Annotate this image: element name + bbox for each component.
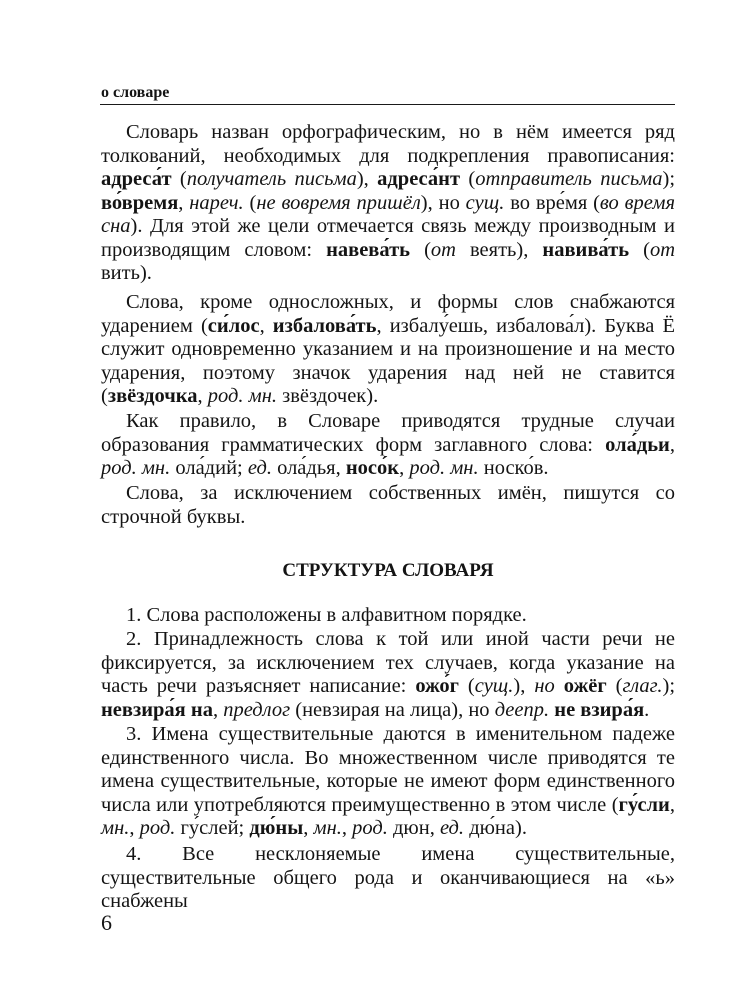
text-run: (невзирая на лица), но (290, 698, 495, 721)
bold-headword: носо́к (345, 457, 400, 479)
italic-label: от (430, 238, 456, 261)
bold-headword: невзира́я на (101, 698, 213, 721)
italic-label: деепр. (494, 698, 550, 721)
text-run: 3. Имена существительные даются в именительном падеже единственного числа. Во множественном числе приводятся те имена существительные, которые не имеют форм единственного числа или употребляются преимущественно в этом числе ( (101, 723, 675, 816)
italic-label: род. мн. (101, 457, 171, 479)
text-run: , (399, 457, 410, 479)
text-run: звёздочек). (277, 385, 379, 407)
italic-label: получатель письма (186, 168, 357, 190)
text-run: , (212, 698, 224, 721)
text-run: ( (460, 168, 476, 190)
text-run: ( (243, 191, 257, 214)
italic-label: род. мн. (409, 457, 479, 479)
text-run: Слова, кроме односложных, и формы слов снабжаются ударением ( (101, 291, 675, 337)
text-run: ола́дий; (170, 457, 248, 479)
bold-headword: во́время (101, 191, 179, 214)
section-title: СТРУКТУРА СЛОВАРЯ (282, 560, 494, 581)
italic-label: не вовремя пришёл (256, 191, 421, 214)
text-run: ( (171, 168, 187, 190)
list-item-2 (101, 628, 675, 722)
text-run: ), но (420, 191, 466, 214)
text-run: , избалу́ешь, избалова́л). Буква Ё служит одновременно указанием и на произношение и на место ударения, поэтому значок ударения над ней не ставится ( (101, 314, 675, 407)
bold-headword: адреса́нт (377, 168, 461, 190)
text-run: , (178, 191, 190, 214)
list-item-3 (101, 723, 675, 841)
bold-headword: не взира́я (554, 698, 645, 721)
text-run: Слова, за исключением собственных имён, пишутся со строчной буквы. (101, 482, 675, 528)
text-run: веять), (455, 238, 543, 261)
text-run: Словарь назван орфографическим, но в нём имеется ряд толкований, необходимых для подкрепления правописания: (101, 121, 675, 167)
text-run: гу́слей; (175, 817, 250, 839)
text-run: ( (410, 238, 431, 261)
bold-headword: дю́ны (249, 817, 304, 839)
text-run: . (644, 698, 650, 721)
text-run: носко́в. (478, 457, 549, 479)
paragraph-stress (101, 291, 675, 409)
list-item-1 (101, 604, 675, 628)
paragraph-intro (101, 121, 675, 286)
text-run: ). Для этой же цели отмечается связь между производным и производящим словом: (101, 215, 675, 261)
italic-label: род. мн. (207, 385, 277, 407)
text-run: , (669, 433, 675, 456)
bold-headword: ожо́г (415, 675, 459, 697)
text-run: Как правило, в Словаре приводятся трудные случаи образования грамматических форм заглавного слова: (101, 410, 675, 456)
italic-label: род. (352, 817, 388, 839)
text-run: , (259, 314, 273, 337)
text-run: ), (356, 168, 378, 190)
bold-headword: навева́ть (326, 238, 411, 261)
bold-headword: избалова́ть (272, 314, 377, 337)
italic-label: нареч. (189, 191, 244, 214)
text-run: дю́на). (464, 817, 527, 839)
text-run: 1. Слова расположены в алфавитном порядке. (126, 604, 527, 626)
bold-headword: ола́дьи (605, 433, 670, 456)
bold-headword: навива́ть (542, 238, 630, 261)
bold-headword: звёздочка (107, 385, 198, 407)
text-run (555, 675, 564, 697)
italic-label: но (534, 675, 555, 697)
text-run: 2. Принадлежность слова к той или иной части речи не фиксируется, за исключением тех случаев, когда указание на часть речи разъясняет написание: (101, 628, 675, 697)
text-run: ( (606, 675, 623, 697)
text-run: ( (629, 238, 650, 261)
italic-label: ед. (439, 817, 465, 839)
italic-label: глаг. (622, 675, 663, 697)
text-run: ); (662, 168, 676, 190)
text-run: , (197, 385, 208, 407)
text-run: , (303, 817, 314, 839)
italic-label: сущ. (465, 191, 505, 214)
bold-headword: адреса́т (101, 168, 172, 190)
header-rule (100, 104, 675, 105)
text-run: ); (662, 675, 676, 697)
text-run: ола́дья, (271, 457, 346, 479)
text-run: , (669, 793, 675, 816)
italic-label: от (649, 238, 675, 261)
italic-label: род. (139, 817, 176, 839)
italic-label: предлог (223, 698, 291, 721)
italic-label: сущ. (474, 675, 514, 697)
paragraph-capitalization (101, 482, 675, 529)
italic-label: во время сна (101, 191, 675, 237)
italic-label: ед. (247, 457, 272, 479)
italic-label: мн. (101, 817, 130, 839)
paragraph-grammar (101, 410, 675, 481)
text-run: дюн, (387, 817, 440, 839)
italic-label: отправитель письма (475, 168, 663, 190)
bold-headword: гу́сли (618, 793, 670, 816)
italic-label: мн. (313, 817, 342, 839)
text-run: 4. Все несклоняемые имена существительные, существительные общего рода и оканчивающиеся на «ь» снабжены (101, 843, 675, 912)
page-number: 6 (101, 910, 112, 935)
bold-headword: си́лос (207, 314, 260, 337)
text-run: вить). (101, 262, 152, 284)
text-run: , (341, 817, 353, 839)
text-run: ), (513, 675, 535, 697)
list-item-4 (101, 843, 675, 914)
text-run: ( (458, 675, 475, 697)
bold-headword: ожёг (563, 675, 607, 697)
text-run: , (129, 817, 140, 839)
running-head: о словаре (101, 84, 170, 101)
text-run: во вре́мя ( (504, 191, 600, 214)
